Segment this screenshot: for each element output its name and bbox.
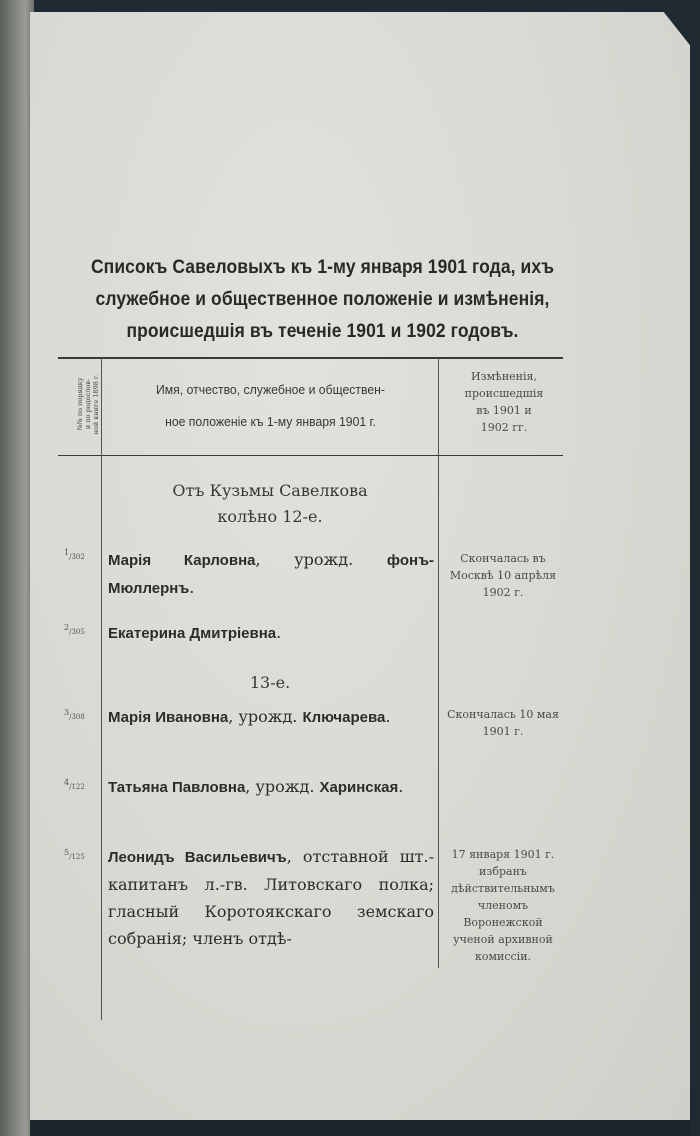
entry-number: $^1$/302	[64, 548, 85, 561]
header-changes-line-3: въ 1901 и	[476, 404, 532, 417]
title-line-3: происшедшія въ теченіе 1901 и 1902 годовъ.	[126, 321, 519, 342]
column-divider-1	[101, 358, 102, 1020]
section-heading-line-2: колѣно 12-е.	[217, 507, 323, 526]
book-spine-edge	[0, 0, 34, 1136]
section-heading-12	[110, 478, 430, 530]
person-name: Марія Карловна	[108, 552, 256, 569]
list-item: Марія Ивановна, урожд. Ключарева.	[108, 707, 391, 726]
table-top-rule	[58, 357, 563, 359]
header-number-column	[60, 364, 100, 454]
header-number-line-1: №№ по порядку	[76, 377, 84, 431]
person-name: Леонидъ Васильевичъ	[108, 849, 287, 866]
table-header-rule	[58, 455, 563, 456]
header-name-column	[118, 374, 424, 438]
entry-number: $^4$/122	[64, 778, 85, 791]
title-line-1: Списокъ Савеловыхъ къ 1-му января 1901 года, ихъ	[90, 257, 555, 278]
title-line-2: служебное и общественное положеніе и измѣненія,	[95, 289, 550, 310]
header-name-line-2: ное положеніе къ 1-му января 1901 г.	[165, 414, 376, 429]
maiden-name: Ключарева	[302, 709, 386, 726]
person-name: Татьяна Павловна	[108, 779, 246, 796]
section-heading-13: 13-е.	[249, 673, 291, 692]
person-name: Марія Ивановна	[108, 709, 229, 726]
page-bottom-shadow	[30, 1120, 690, 1136]
entry-number: $^3$/308	[64, 708, 85, 721]
list-item: Леонидъ Васильевичъ, отставной шт.-капитанъ л.-гв. Литовскаго полка; гласный Коротоякскаго земскаго собранія; членъ отдѣ-	[108, 847, 435, 948]
entry-number: $^2$/305	[64, 623, 85, 636]
list-item: Татьяна Павловна, урожд. Харинская.	[108, 777, 404, 796]
change-note: Скончалась въ Москвѣ 10 апрѣля 1902 г.	[449, 552, 557, 599]
section-heading-line-1: Отъ Кузьмы Савелкова	[172, 481, 368, 500]
change-note: Скончалась 10 мая 1901 г.	[447, 708, 559, 738]
maiden-name: фонъ-Мюллернъ	[108, 552, 435, 597]
header-changes-column	[448, 368, 560, 436]
column-divider-2	[438, 358, 439, 968]
header-changes-line-4: 1902 гг.	[480, 421, 528, 434]
change-note: 17 января 1901 г. избранъ дѣйствительнымъ членомъ Воронежской ученой архивной комиссіи.	[451, 848, 555, 963]
entry-number: $^5$/125	[64, 848, 85, 861]
header-number-line-3: ной книге 1898 г.	[92, 373, 100, 435]
header-number-line-2: и по родослов-	[84, 378, 92, 430]
maiden-name: Харинская	[319, 779, 399, 796]
header-changes-line-2: происшедшія	[464, 387, 544, 400]
document-title	[72, 252, 573, 348]
header-name-line-1: Имя, отчество, служебное и обществен-	[155, 382, 385, 397]
header-changes-line-1: Измѣненія,	[471, 370, 537, 383]
list-item: Екатерина Дмитріевна.	[108, 623, 282, 642]
person-name: Екатерина Дмитріевна	[108, 625, 277, 642]
list-item: Марія Карловна, урожд. фонъ-Мюллернъ.	[108, 550, 435, 597]
